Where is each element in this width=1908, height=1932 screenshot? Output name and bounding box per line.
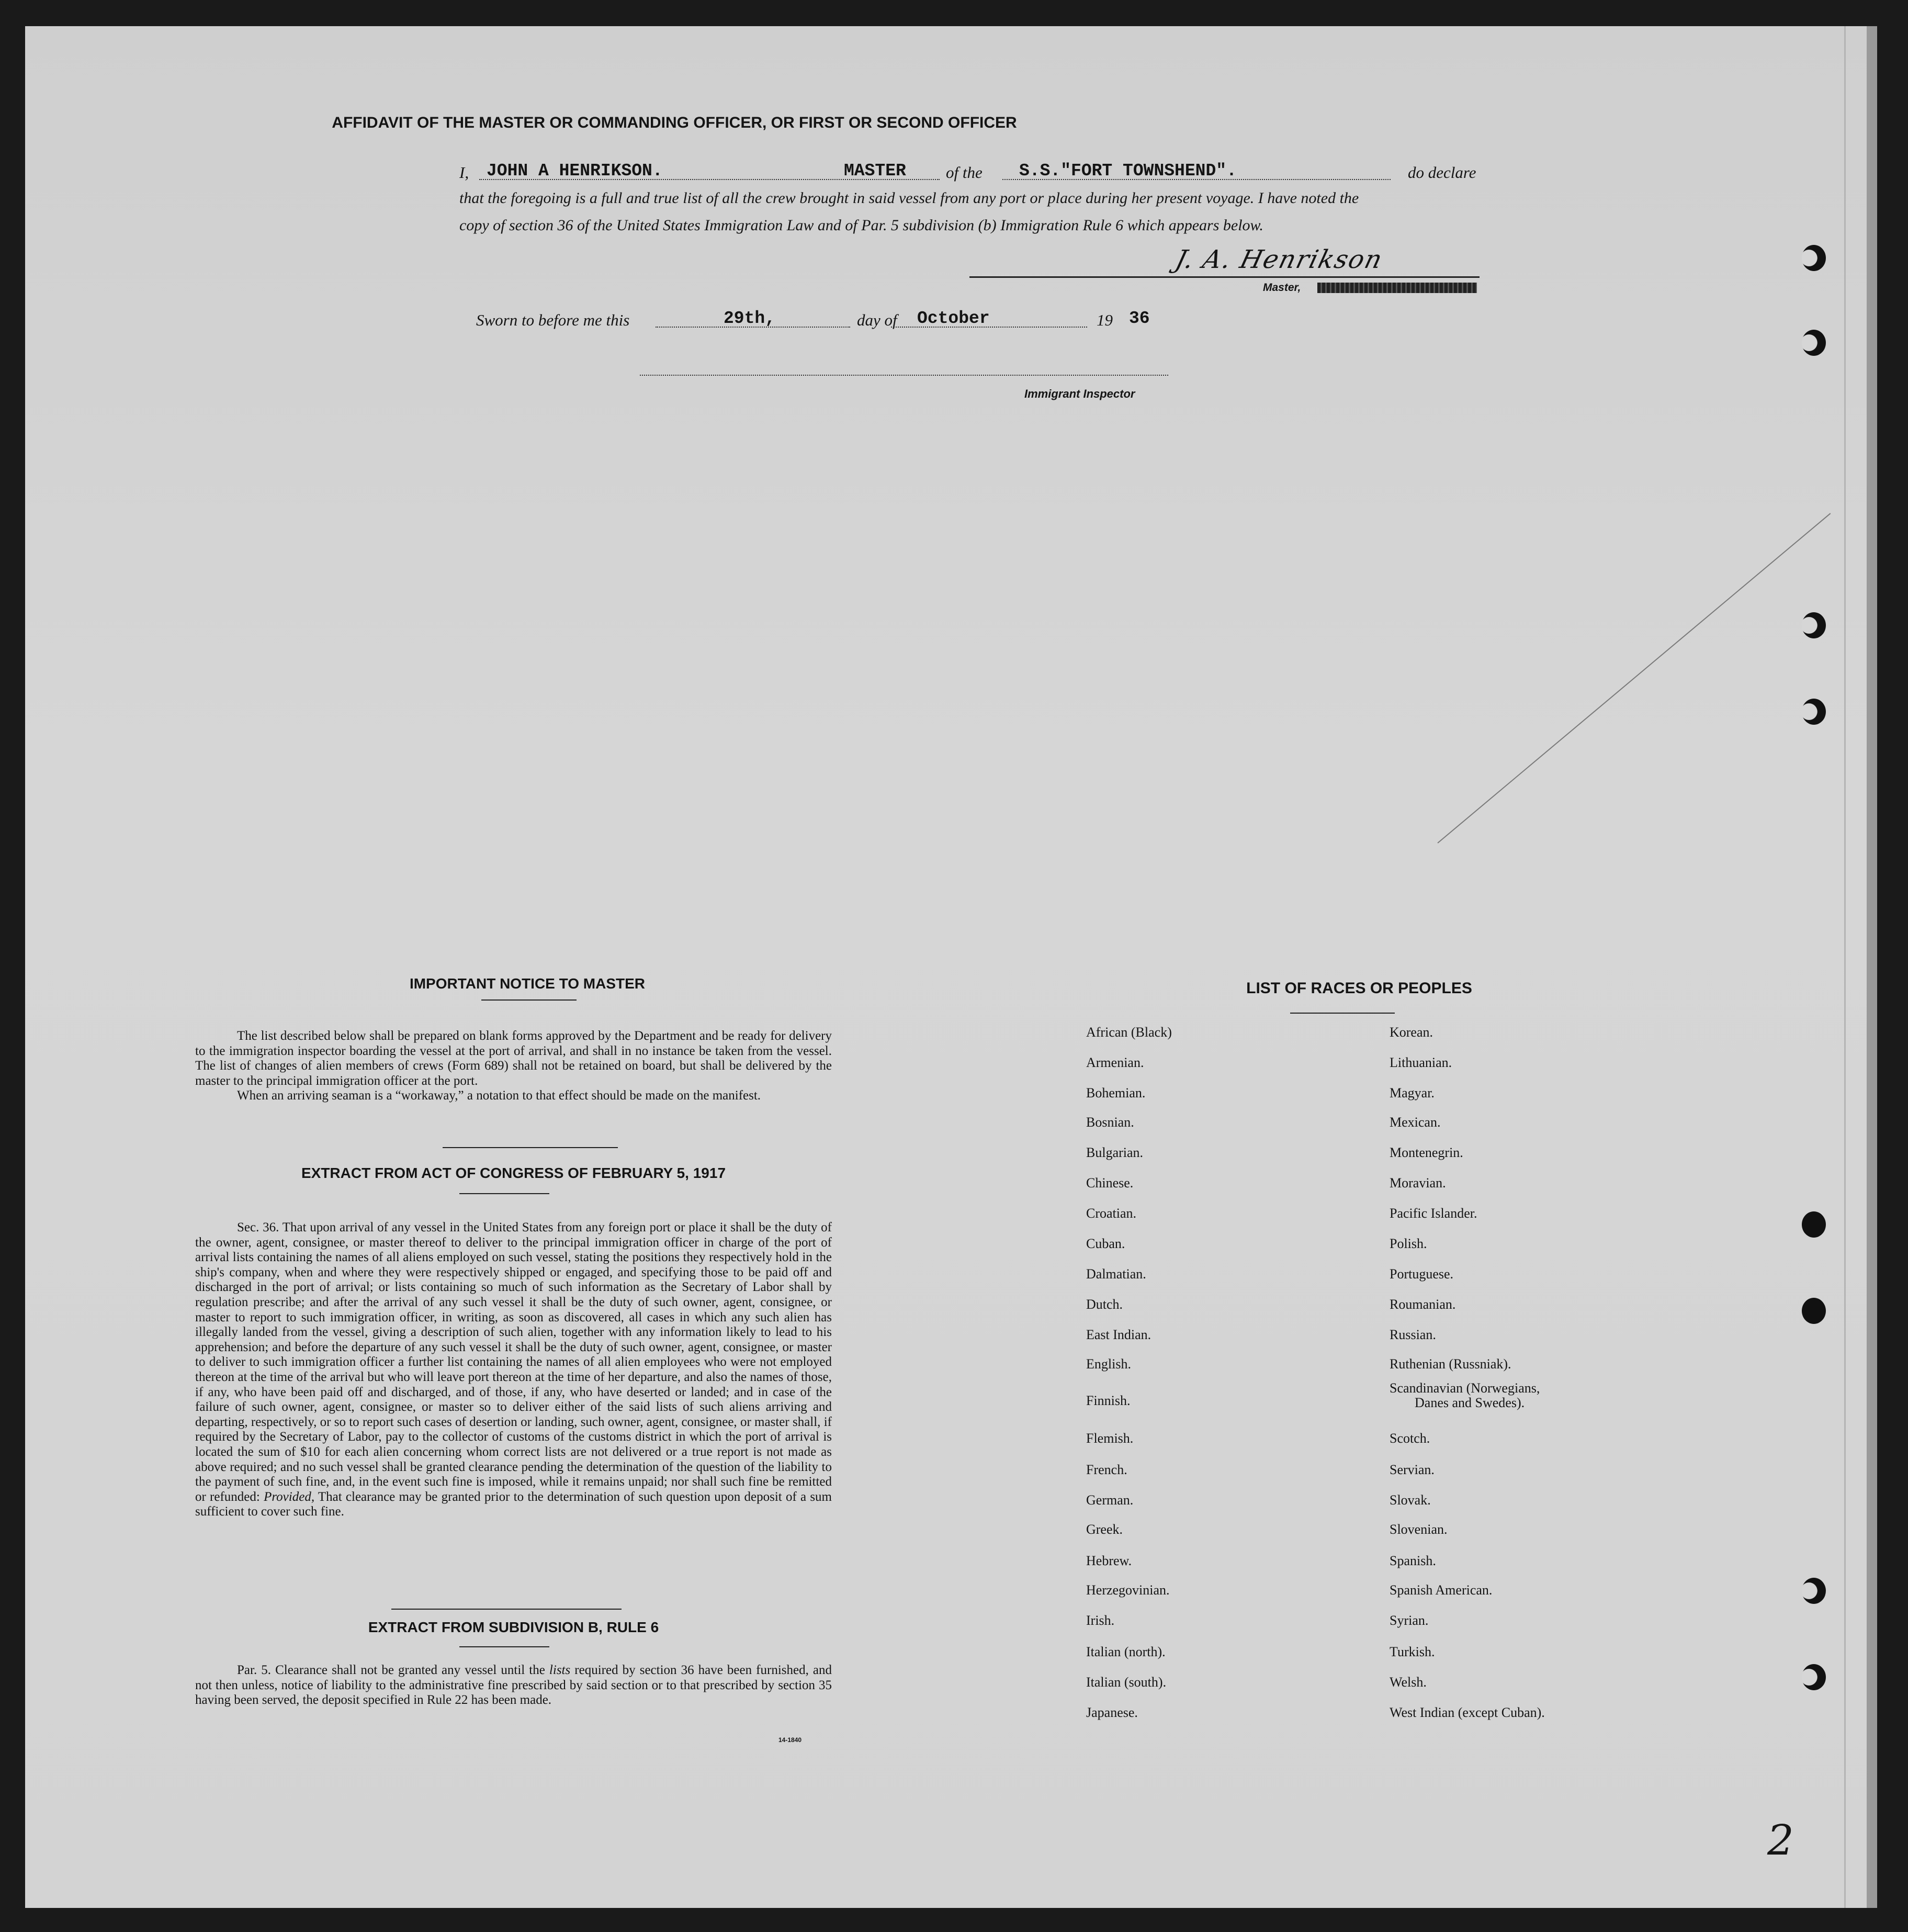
vessel-name: S.S."FORT TOWNSHEND". [1019,161,1237,181]
race-item: Irish. [1086,1613,1115,1628]
affidavit-line-3: copy of section 36 of the United States Immigration Law and of Par. 5 subdivision (b) Immigration Rule 6 which appears below. [459,217,1263,234]
race-item: Polish. [1390,1236,1427,1251]
race-item: Russian. [1390,1327,1436,1342]
day-of-label: day of [857,311,897,329]
of-the-label: of the [946,163,983,182]
signature-line [969,276,1480,278]
master-name: JOHN A HENRIKSON. [487,161,663,181]
race-item: Mexican. [1390,1115,1441,1130]
master-signature: J. A. Henrikson [1172,245,1386,274]
signer-role: Master, [1263,282,1301,294]
year-prefix: 19 [1097,311,1113,329]
race-item: Herzegovinian. [1086,1582,1170,1598]
sworn-prefix: Sworn to before me this [476,311,630,329]
race-item: African (Black) [1086,1025,1172,1040]
race-item: Moravian. [1390,1175,1446,1190]
race-item: East Indian. [1086,1327,1151,1342]
race-item: Croatian. [1086,1206,1137,1221]
race-item: Italian (north). [1086,1644,1166,1659]
race-item: West Indian (except Cuban). [1390,1705,1545,1720]
sworn-year: 36 [1129,309,1150,328]
race-item: Italian (south). [1086,1675,1167,1690]
binder-hole-icon [1802,1211,1826,1238]
lists-word: lists [549,1663,571,1677]
section-text-end: That clearance may be granted prior to the determination of such question upon deposit of a sum sufficient to cover such fine. [195,1489,832,1519]
inspector-label: Immigrant Inspector [1024,387,1135,400]
race-item: Korean. [1390,1025,1433,1040]
race-item: Montenegrin. [1390,1145,1463,1160]
race-item: Bulgarian. [1086,1145,1144,1160]
race-item: Cuban. [1086,1236,1125,1251]
binder-hole-icon [1802,330,1826,356]
race-item: Pacific Islander. [1390,1206,1477,1221]
binder-hole-icon [1802,1578,1826,1604]
binder-hole-icon [1802,1298,1826,1324]
binder-hole-icon [1802,699,1826,725]
race-item: Bosnian. [1086,1115,1134,1130]
rule-text: Par. 5. Clearance shall not be granted any vessel until the [237,1663,545,1677]
binder-hole-icon [1802,1664,1826,1690]
extract-act-text [195,1220,832,1520]
extract-act-title: EXTRACT FROM ACT OF CONGRESS OF FEBRUARY 5, 1917 [301,1165,726,1181]
extract-rule-text [195,1663,832,1708]
binder-hole-icon [1802,245,1826,271]
race-item: Scotch. [1390,1431,1430,1446]
struck-out-title [1317,283,1477,293]
race-item: Japanese. [1086,1705,1138,1720]
race-item: Slovenian. [1390,1522,1448,1537]
race-item: Scandinavian (Norwegians, [1390,1380,1540,1396]
race-item: Greek. [1086,1522,1123,1537]
page-edge-strip [1867,26,1877,1908]
section-text: That upon arrival of any vessel in the United States from any foreign port or place it shall be the duty of the owner, agent, consignee, or master thereof to deliver to the principal immigration officer in charge of the port of arrival lists containing the names of all aliens employed on such vessel, stating the positions they respectively hold in the ship's company, when and where they were respectively shipped or engaged, and specifying those to be paid off and discharged in the port of arrival; or lists containing so much of such information as the Secretary of Labor shall by regulation prescribe; and after the arrival of any such vessel it shall be the duty of such owner, agent, consignee, or master to report to such immigration officer, in writing, as soon as discovered, all cases in which any such alien has illegally landed from the vessel, giving a description of such alien, together with any information likely to lead to his apprehension; and before the departure of any such vessel it shall be the duty of such owner, agent, consignee, or master to deliver to such immigration officer a further list containing the names of all alien employees who were not employed thereon at the time of the arrival but who will leave port thereon at the time of her departure, and also the names of those, if any, who have been paid off and discharged, and of those, if any, who have deserted or landed; and in case of the failure of such owner, agent, consignee, or master so to deliver either of the said lists of such aliens arriving and departing, respectively, or so to report such cases of desertion or landing, such owner, agent, consignee, or master shall, if required by the Secretary of Labor, pay to the collector of customs of the customs district in which the port of arrival is located the sum of $10 for each alien concerning whom correct lists are not delivered or a true report is not made as above required; and no such vessel shall be granted clearance pending the determination of the question of the liability to the payment of such fine, and, in the event such fine is imposed, while it remains unpaid; nor shall such fine be remitted or refunded: [195,1220,832,1504]
section-label: Sec. 36. [237,1220,279,1234]
race-item: Roumanian. [1390,1297,1456,1312]
race-item: Dutch. [1086,1297,1123,1312]
provided-word: Provided, [264,1489,315,1504]
race-item: Bohemian. [1086,1085,1146,1100]
race-item: Portuguese. [1390,1266,1454,1282]
handwritten-page-number: 2 [1767,1816,1794,1864]
race-item: Turkish. [1390,1644,1435,1659]
notice-paragraph-2: When an arriving seaman is a “workaway,” a notation to that effect should be made on the manifest. [237,1088,761,1103]
races-title: LIST OF RACES OR PEOPLES [1246,980,1472,997]
page-edge-line [1844,26,1846,1908]
race-item: Welsh. [1390,1675,1427,1690]
race-item: Armenian. [1086,1055,1144,1070]
sworn-month: October [917,309,990,328]
race-item: Finnish. [1086,1393,1131,1408]
race-item: Lithuanian. [1390,1055,1452,1070]
race-item: Syrian. [1390,1613,1429,1628]
extract-rule-title: EXTRACT FROM SUBDIVISION B, RULE 6 [368,1619,659,1635]
notice-text [195,1029,832,1104]
affidavit-title: AFFIDAVIT OF THE MASTER OR COMMANDING OFFICER, OR FIRST OR SECOND OFFICER [332,114,1017,131]
race-item: French. [1086,1462,1127,1477]
race-item: Magyar. [1390,1085,1435,1100]
race-item: Slovak. [1390,1492,1431,1508]
document-page [25,26,1877,1908]
inspector-signature-line [640,375,1168,376]
master-rank: MASTER [844,161,906,181]
form-number: 14-1840 [778,1736,802,1744]
scan-artifact-line [1437,513,1831,843]
rule-text-end: required by section 36 have been furnished, and not then unless, notice of liability to the administrative fine prescribed by said section or to that prescribed by section 35 having been served, the deposit specified in Rule 22 has been made. [195,1663,832,1708]
race-item: Servian. [1390,1462,1435,1477]
race-item: Chinese. [1086,1175,1134,1190]
race-item-continuation: Danes and Swedes). [1415,1395,1525,1410]
race-item: English. [1086,1356,1131,1372]
do-declare-label: do declare [1408,163,1476,182]
notice-title: IMPORTANT NOTICE TO MASTER [409,975,646,992]
race-item: German. [1086,1492,1134,1508]
race-item: Flemish. [1086,1431,1134,1446]
race-item: Spanish. [1390,1553,1436,1568]
race-item: Hebrew. [1086,1553,1132,1568]
affidavit-line-2: that the foregoing is a full and true list of all the crew brought in said vessel from any port or place during her present voyage. I have noted the [459,189,1359,207]
notice-paragraph-1: The list described below shall be prepared on blank forms approved by the Department and be ready for delivery to the immigration inspector boarding the vessel at the port of arrival, and shall in no instance be taken from the vessel. The list of changes of alien members of crews (Form 689) shall not be retained on board, but shall be delivered by the master to the principal immigration officer at the port. [195,1029,832,1088]
race-item: Spanish American. [1390,1582,1493,1598]
sworn-day: 29th, [724,309,776,328]
binder-hole-icon [1802,612,1826,638]
race-item: Ruthenian (Russniak). [1390,1356,1511,1372]
race-item: Dalmatian. [1086,1266,1146,1282]
affidavit-prefix: I, [459,163,469,182]
